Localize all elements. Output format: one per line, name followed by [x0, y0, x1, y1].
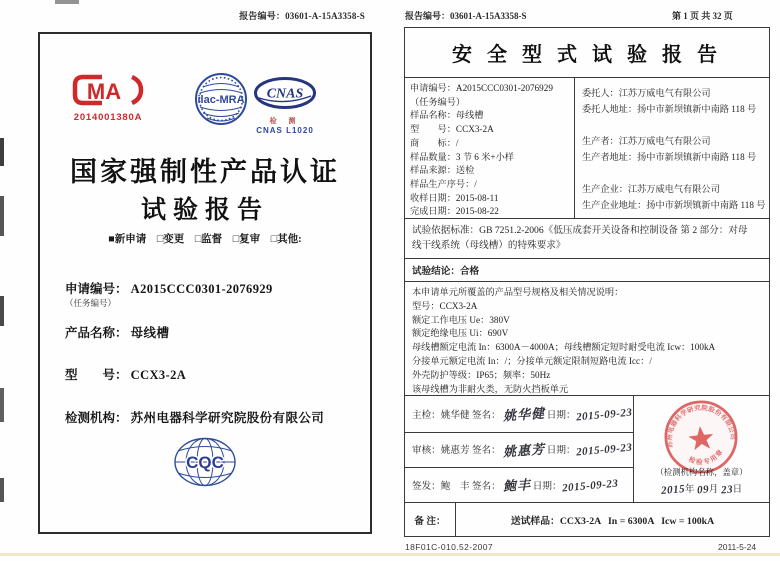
stamp-date-line	[634, 481, 769, 498]
handwritten-date: 2015-09-23	[575, 441, 633, 459]
signature-row-approver	[405, 467, 633, 503]
cnas-subtext-jiance: 检 测	[269, 117, 301, 125]
handwritten-date: 2015-09-23	[561, 477, 619, 495]
sample-info-section	[405, 78, 769, 219]
scan-artifact	[0, 196, 4, 236]
info-line: 委托人地址：扬中市新坝镇新中南路 118 号	[582, 104, 757, 114]
sample-info-left-column	[405, 78, 575, 218]
stamp-caption: （检测机构名称，盖章）	[655, 468, 748, 477]
coverage-line: 外壳防护等级：IP65；频率：50Hz	[412, 369, 551, 380]
sig-role-label: 主检：	[412, 409, 441, 421]
remark-section	[405, 503, 769, 537]
model-label: 型 号：	[65, 368, 128, 382]
info-line: 商 标：/	[410, 137, 459, 148]
testing-agency-label: 检测机构：	[65, 411, 128, 425]
right-report-number: 报告编号：03601-A-15A3358-S	[405, 11, 527, 21]
cma-icon	[72, 74, 144, 106]
remark-label: 备 注：	[405, 503, 456, 537]
handwritten-date: 2015-09-23	[575, 406, 633, 424]
sig-role-label: 审核：	[412, 445, 441, 457]
application-number-value: A2015CCC0301-2076929	[130, 282, 273, 296]
signature-row-reviewer	[405, 432, 633, 468]
handwritten-month: 09	[696, 483, 710, 497]
day-char: 日	[732, 485, 743, 495]
svg-text:CQC: CQC	[186, 453, 224, 472]
left-report-number: 报告编号：03601-A-15A3358-S	[239, 11, 365, 21]
scan-artifact	[0, 388, 4, 422]
sig-sign-label: 签名：	[471, 445, 501, 457]
checkbox-supervision: □监督	[194, 234, 223, 245]
coverage-title: 本申请单元所覆盖的产品型号规格及相关情况说明：	[412, 287, 624, 297]
sig-date-label: 日期：	[546, 409, 576, 421]
info-line: 申请编号：A2015CCC0301-2076929	[410, 83, 553, 93]
info-line: 生产企业：江苏万威电气有限公司	[582, 184, 720, 194]
cqc-icon	[172, 436, 238, 488]
application-type-checkboxes	[40, 231, 370, 246]
info-line: 样品生产序号：/	[410, 178, 477, 189]
svg-text:MA: MA	[86, 79, 122, 104]
signature-rows	[405, 396, 634, 502]
handwritten-day: 23	[720, 483, 734, 497]
form-date: 2011-5-24	[718, 542, 757, 552]
standard-line: 试验依据标准：GB 7251.2-2006《低压成套开关设备和控制设备 第 2 部分：对母	[412, 225, 748, 236]
info-line: 生产者：江苏万威电气有限公司	[582, 136, 711, 146]
testing-agency-value: 苏州电器科学研究院股份有限公司	[130, 411, 325, 425]
sig-sign-label: 签名：	[471, 480, 501, 492]
scan-artifact	[55, 0, 79, 4]
model-value: CCX3-2A	[130, 368, 187, 382]
info-line: 完成日期：2015-08-22	[410, 206, 499, 217]
standard-line: 线干线系统（母线槽）的特殊要求》	[412, 240, 566, 251]
checkbox-other: □其他:	[270, 234, 302, 245]
coverage-section	[405, 282, 769, 396]
info-line: 委托人：江苏万威电气有限公司	[582, 88, 711, 98]
svg-text:CNAS: CNAS	[266, 86, 304, 102]
coverage-line: 额定工作电压 Ue：380V	[412, 314, 510, 325]
product-name-field	[65, 323, 169, 341]
info-line: 样品数量：3 节 6 米+小样	[410, 151, 514, 162]
signature-section	[405, 396, 769, 503]
cnas-accreditation-number: CNAS L1020	[256, 126, 314, 135]
scan-artifact	[0, 553, 780, 556]
sig-date-label: 日期：	[532, 480, 562, 492]
cover-title-line1: 国家强制性产品认证	[70, 157, 340, 187]
handwritten-year: 2015	[660, 482, 686, 498]
svg-text:ilac-MRA: ilac-MRA	[197, 94, 245, 106]
application-number-field	[65, 279, 273, 297]
scan-artifact	[0, 296, 4, 326]
coverage-line: 分接单元额定电流 In：/；分接单元额定限制短路电流 Icc：/	[412, 355, 652, 366]
test-standard-section	[405, 219, 769, 259]
test-conclusion: 试验结论：合格	[405, 259, 769, 282]
coverage-line: 型号：CCX3-2A	[412, 300, 478, 311]
left-page-border	[38, 32, 372, 534]
svg-text:苏州电器科学研究院股份有限公司: 苏州电器科学研究院股份有限公司	[666, 404, 737, 449]
info-line: 生产企业地址：扬中市新坝镇新中南路 118 号	[582, 200, 766, 210]
info-line: （任务编号）	[410, 96, 466, 107]
checkbox-review: □复审	[232, 234, 261, 245]
coverage-line: 额定绝缘电压 Ui：690V	[412, 328, 509, 339]
application-number-label: 申请编号：	[65, 282, 128, 296]
checkbox-change: □变更	[156, 234, 185, 245]
checkbox-new-application: ■新申请	[108, 234, 147, 245]
info-line: 收样日期：2015-08-11	[410, 192, 499, 203]
info-line	[582, 165, 762, 181]
info-line	[582, 117, 762, 133]
svg-text:检验专用章: 检验专用章	[687, 447, 726, 467]
stamp-cell	[634, 396, 769, 502]
sig-role-label: 签发：	[412, 480, 441, 492]
info-line: 型 号：CCX3-2A	[410, 124, 494, 135]
sig-name: 鲍 丰	[440, 480, 470, 492]
remark-value: 送试样品：CCX3-2A In = 6300A Icw = 100kA	[510, 515, 715, 527]
cma-logo	[72, 74, 144, 123]
signature-row-inspector	[405, 396, 633, 432]
cqc-logo	[40, 436, 370, 493]
client-info-right-column	[575, 78, 769, 218]
cnas-icon	[253, 76, 317, 110]
month-char: 月	[708, 485, 719, 495]
task-number-note: （任务编号）	[65, 298, 117, 308]
product-name-label: 产品名称：	[65, 326, 128, 340]
cover-title-line2: 试验报告	[140, 197, 269, 224]
sig-date-label: 日期：	[546, 445, 576, 457]
model-field	[65, 365, 186, 383]
handwritten-signature: 鲍丰	[502, 477, 532, 495]
cma-number: 2014001380A	[73, 112, 143, 123]
coverage-line: 该母线槽为非耐火类，无防火挡板单元	[412, 383, 569, 394]
info-line: 样品来源：送检	[410, 165, 475, 176]
sig-name: 姚惠芳	[440, 445, 470, 457]
year-char: 年	[684, 485, 695, 495]
form-number: 18F01C-010.52-2007	[405, 542, 494, 552]
ilac-mra-icon	[193, 70, 249, 128]
page-counter: 第 1 页 共 32 页	[672, 11, 733, 21]
ilac-mra-logo	[193, 70, 249, 133]
scan-artifact	[0, 138, 4, 166]
cnas-logo	[252, 76, 318, 135]
report-table	[404, 27, 770, 537]
handwritten-signature: 姚华健	[502, 405, 546, 424]
sig-sign-label: 签名：	[471, 409, 501, 421]
handwritten-signature: 姚惠芳	[502, 441, 546, 460]
testing-agency-field	[65, 408, 324, 426]
scan-artifact	[0, 478, 4, 502]
product-name-value: 母线槽	[130, 326, 170, 340]
info-line: 生产者地址：扬中市新坝镇新中南路 118 号	[582, 152, 757, 162]
report-title: 安 全 型 式 试 验 报 告	[405, 28, 769, 78]
coverage-line: 母线槽额定电流 In：6300A－4000A；母线槽额定短时耐受电流 Icw：100kA	[412, 342, 716, 353]
sig-name: 姚华健	[440, 409, 470, 421]
info-line: 样品名称：母线槽	[410, 110, 484, 121]
